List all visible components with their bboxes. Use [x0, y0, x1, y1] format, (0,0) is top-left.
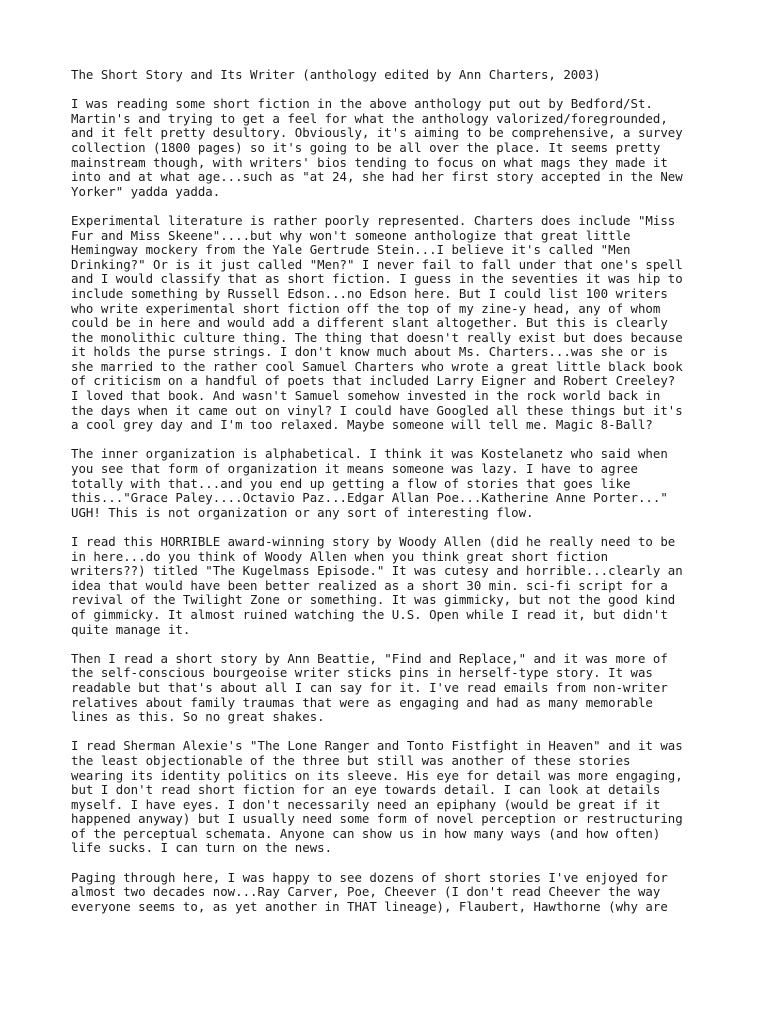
text-line: readable but that's about all I can say for it. I've read emails from non-writer — [71, 679, 668, 695]
text-line: almost two decades now...Ray Carver, Poe, Cheever (I don't read Cheever the way — [71, 884, 661, 900]
text-line: and I would classify that as short fiction. I guess in the seventies it was hip to — [71, 271, 683, 287]
text-line: Then I read a short story by Ann Beattie, "Find and Replace," and it was more of — [71, 650, 668, 666]
text-line: idea that would have been better realized as a short 30 min. sci-fi script for a — [71, 577, 668, 593]
text-line: of gimmicky. It almost ruined watching the U.S. Open while I read it, but didn't — [71, 606, 668, 622]
paragraph — [71, 447, 711, 520]
text-line: happened anyway) but I usually need some form of novel perception or restructuring — [71, 811, 683, 827]
text-line: this..."Grace Paley....Octavio Paz...Edgar Allan Poe...Katherine Anne Porter..." — [71, 490, 668, 506]
text-line: writers??) titled "The Kugelmass Episode." It was cutesy and horrible...clearly an — [71, 563, 683, 579]
text-line: Hemingway mockery from the Yale Gertrude Stein...I believe it's called "Men — [71, 242, 631, 258]
text-line: you see that form of organization it means someone was lazy. I have to agree — [71, 461, 638, 477]
text-line: myself. I have eyes. I don't necessarily need an epiphany (would be great if it — [71, 796, 661, 812]
paragraph — [71, 739, 711, 856]
text-line: in here...do you think of Woody Allen when you think great short fiction — [71, 548, 609, 564]
text-line: the least objectionable of the three but still was another of these stories — [71, 752, 631, 768]
text-line: the days when it came out on vinyl? I could have Googled all these things but it's — [71, 402, 683, 418]
text-line: of the perceptual schemata. Anyone can show us in how many ways (and how often) — [71, 825, 661, 841]
text-line: I read Sherman Alexie's "The Lone Ranger and Tonto Fistfight in Heaven" and it was — [71, 738, 683, 754]
text-line: quite manage it. — [71, 621, 191, 637]
text-line: it holds the purse strings. I don't know much about Ms. Charters...was she or is — [71, 344, 668, 360]
text-line: I loved that book. And wasn't Samuel somehow invested in the rock world back in — [71, 388, 661, 404]
text-line: a cool grey day and I'm too relaxed. Maybe someone will tell me. Magic 8-Ball? — [71, 417, 653, 433]
text-line: revival of the Twilight Zone or something. It was gimmicky, but not the good kind — [71, 592, 676, 608]
text-line: everyone seems to, as yet another in THAT lineage), Flaubert, Hawthorne (why are — [71, 898, 668, 914]
text-line: relatives about family traumas that were as engaging and had as many memorable — [71, 694, 653, 710]
document-page — [71, 68, 711, 929]
document-title — [71, 68, 711, 83]
text-line: lines as this. So no great shakes. — [71, 709, 325, 725]
text-line: Paging through here, I was happy to see dozens of short stories I've enjoyed for — [71, 869, 668, 885]
text-line: but I don't read short fiction for an eye towards detail. I can look at details — [71, 782, 661, 798]
text-line: include something by Russell Edson...no Edson here. But I could list 100 writers — [71, 285, 668, 301]
text-line: Drinking?" Or is it just called "Men?" I never fail to fall under that one's spell — [71, 256, 683, 272]
text-line: totally with that...and you end up getting a flow of stories that goes like — [71, 475, 631, 491]
text-line: wearing its identity politics on its sleeve. His eye for detail was more engaging, — [71, 767, 683, 783]
text-line: mainstream though, with writers' bios tending to focus on what mags they made it — [71, 154, 668, 170]
text-line: could be in here and would add a different slant altogether. But this is clearly — [71, 315, 668, 331]
text-line: into and at what age...such as "at 24, she had her first story accepted in the New — [71, 169, 683, 185]
text-line: The Short Story and Its Writer (anthology edited by Ann Charters, 2003) — [71, 67, 601, 82]
text-line: UGH! This is not organization or any sort of interesting flow. — [71, 504, 534, 520]
paragraph — [71, 535, 711, 637]
text-line: and it felt pretty desultory. Obviously, it's aiming to be comprehensive, a survey — [71, 125, 683, 141]
text-line: I read this HORRIBLE award-winning story by Woody Allen (did he really need to be — [71, 534, 676, 549]
text-line: life sucks. I can turn on the news. — [71, 840, 333, 856]
text-line: who write experimental short fiction off the top of my zine-y head, any of whom — [71, 300, 661, 316]
paragraph — [71, 97, 711, 199]
text-line: Yorker" yadda yadda. — [71, 183, 221, 199]
text-line: Fur and Miss Skeene"....but why won't someone anthologize that great little — [71, 227, 631, 243]
text-line: of criticism on a handful of poets that included Larry Eigner and Robert Creeley? — [71, 373, 676, 389]
paragraph — [71, 871, 711, 915]
text-line: the monolithic culture thing. The thing that doesn't really exist but does because — [71, 329, 683, 345]
text-line: the self-conscious bourgeoise writer sticks pins in herself-type story. It was — [71, 665, 653, 681]
text-line: The inner organization is alphabetical. I think it was Kostelanetz who said when — [71, 446, 668, 462]
text-line: I was reading some short fiction in the above anthology put out by Bedford/St. — [71, 96, 653, 112]
text-line: she married to the rather cool Samuel Charters who wrote a great little black book — [71, 358, 683, 374]
text-line: collection (1800 pages) so it's going to be all over the place. It seems pretty — [71, 139, 661, 155]
text-line: Martin's and trying to get a feel for what the anthology valorized/foregrounded, — [71, 110, 668, 126]
paragraph — [71, 214, 711, 433]
paragraph — [71, 652, 711, 725]
text-line: Experimental literature is rather poorly represented. Charters does include "Miss — [71, 212, 676, 228]
